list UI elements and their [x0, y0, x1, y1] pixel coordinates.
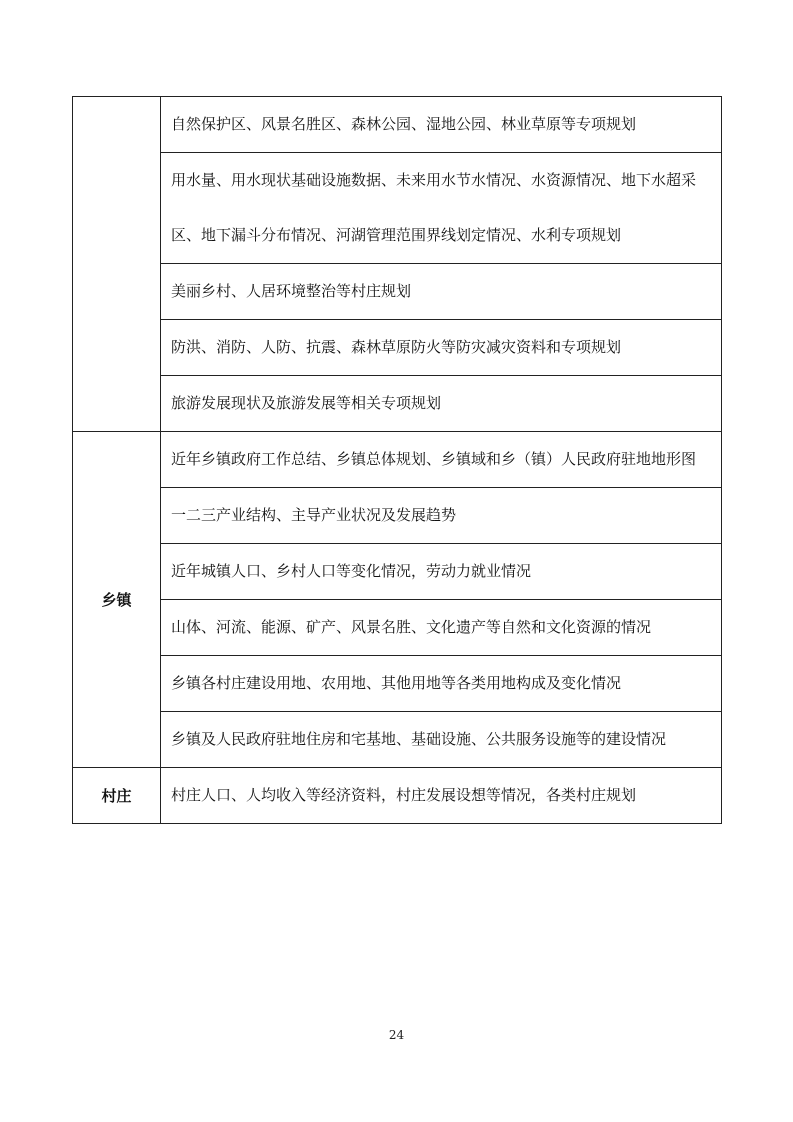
page-number: 24: [388, 1028, 405, 1042]
item-cell: 近年乡镇政府工作总结、乡镇总体规划、乡镇域和乡（镇）人民政府驻地地形图: [161, 432, 722, 488]
item-cell: 近年城镇人口、乡村人口等变化情况，劳动力就业情况: [161, 544, 722, 600]
table-row: [73, 768, 722, 824]
table-row: [73, 488, 722, 544]
table-row: [73, 544, 722, 600]
category-cell: 村庄: [73, 768, 161, 824]
item-cell: 防洪、消防、人防、抗震、森林草原防火等防灾减灾资料和专项规划: [161, 320, 722, 376]
table-row: [73, 376, 722, 432]
table-row: [73, 264, 722, 320]
table-row: [73, 153, 722, 264]
item-cell: 美丽乡村、人居环境整治等村庄规划: [161, 264, 722, 320]
category-cell: [73, 97, 161, 432]
category-cell: 乡镇: [73, 432, 161, 768]
table-row: [73, 320, 722, 376]
table-row: [73, 656, 722, 712]
data-requirements-table: [72, 96, 722, 824]
table-row: [73, 97, 722, 153]
item-cell: 乡镇各村庄建设用地、农用地、其他用地等各类用地构成及变化情况: [161, 656, 722, 712]
item-cell: 旅游发展现状及旅游发展等相关专项规划: [161, 376, 722, 432]
item-cell: 村庄人口、人均收入等经济资料，村庄发展设想等情况，各类村庄规划: [161, 768, 722, 824]
item-cell: 用水量、用水现状基础设施数据、未来用水节水情况、水资源情况、地下水超采区、地下漏斗分布情况、河湖管理范围界线划定情况、水利专项规划: [161, 153, 722, 264]
item-cell: 山体、河流、能源、矿产、风景名胜、文化遗产等自然和文化资源的情况: [161, 600, 722, 656]
item-cell: 乡镇及人民政府驻地住房和宅基地、基础设施、公共服务设施等的建设情况: [161, 712, 722, 768]
table-row: [73, 600, 722, 656]
table-row: [73, 712, 722, 768]
item-cell: 自然保护区、风景名胜区、森林公园、湿地公园、林业草原等专项规划: [161, 97, 722, 153]
item-cell: 一二三产业结构、主导产业状况及发展趋势: [161, 488, 722, 544]
table-row: [73, 432, 722, 488]
